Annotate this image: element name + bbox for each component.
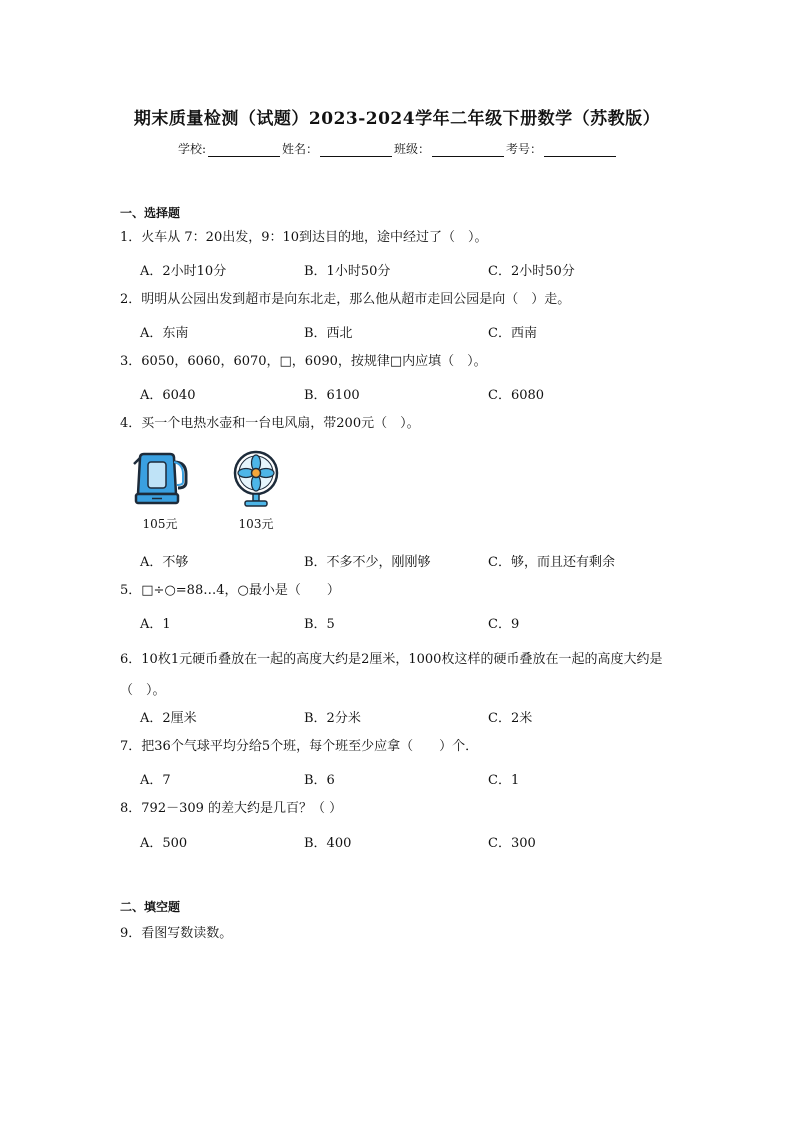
exam-no-field — [506, 140, 616, 157]
option-b: B．400 — [304, 836, 352, 851]
option-a: A．不够 — [140, 555, 189, 570]
question-3: 3．6050，6060，6070，□，6090，按规律□内应填（ ）。 — [120, 354, 487, 369]
option-a: A．500 — [140, 836, 188, 851]
option-c: C．300 — [488, 836, 536, 851]
option-c: C．6080 — [488, 388, 545, 403]
question-6: 6．10枚1元硬币叠放在一起的高度大约是2厘米，1000枚这样的硬币叠放在一起的高度大约是（ ）。 — [120, 652, 663, 698]
option-c: C．够，而且还有剩余 — [488, 555, 615, 570]
option-c: C．西南 — [488, 326, 537, 341]
option-c: C．9 — [488, 617, 520, 632]
question-1: 1．火车从 7：20出发，9：10到达目的地，途中经过了（ ）。 — [120, 230, 488, 245]
kettle-figure — [130, 450, 190, 532]
class-field — [394, 140, 504, 157]
name-label: 姓名： — [282, 142, 319, 156]
name-blank — [320, 143, 392, 157]
option-a: A．2小时10分 — [140, 264, 227, 279]
option-a: A．1 — [140, 617, 171, 632]
option-b: B．6100 — [304, 388, 360, 403]
option-b: B．西北 — [304, 326, 353, 341]
section-fill-heading: 二、填空题 — [120, 900, 181, 914]
fan-price: 103元 — [238, 517, 274, 531]
option-a: A．6040 — [140, 388, 196, 403]
question-5: 5．□÷○=88…4，○最小是（ ） — [120, 583, 340, 598]
option-c: C．2米 — [488, 711, 533, 726]
electric-fan-icon — [226, 450, 286, 508]
class-label: 班级： — [394, 142, 431, 156]
question-7: 7．把36个气球平均分给5个班，每个班至少应拿（ ）个． — [120, 739, 479, 754]
question-9: 9．看图写数读数。 — [120, 926, 233, 941]
page-title: 期末质量检测（试题）2023-2024学年二年级下册数学（苏教版） — [133, 109, 661, 129]
school-blank — [208, 143, 280, 157]
school-label: 学校: — [177, 142, 206, 156]
option-b: B．1小时50分 — [304, 264, 391, 279]
option-c: C．2小时50分 — [488, 264, 575, 279]
kettle-price: 105元 — [142, 517, 178, 531]
electric-kettle-icon — [130, 450, 190, 508]
school-field — [178, 140, 280, 157]
option-b: B．5 — [304, 617, 335, 632]
name-field — [282, 140, 392, 157]
question-2: 2．明明从公园出发到超市是向东北走，那么他从超市走回公园是向（ ）走。 — [120, 292, 571, 307]
option-b: B．2分米 — [304, 711, 361, 726]
question-4: 4．买一个电热水壶和一台电风扇，带200元（ ）。 — [120, 416, 420, 431]
fan-figure — [226, 450, 286, 532]
section-choice-heading: 一、选择题 — [120, 206, 181, 220]
class-blank — [432, 143, 504, 157]
option-a: A．东南 — [140, 326, 189, 341]
option-a: A．2厘米 — [140, 711, 197, 726]
option-c: C．1 — [488, 773, 520, 788]
option-b: B．不多不少，刚刚够 — [304, 555, 431, 570]
exam-no-blank — [544, 143, 616, 157]
option-a: A．7 — [140, 773, 171, 788]
exam-no-label: 考号： — [506, 142, 543, 156]
student-info-line — [0, 140, 794, 157]
question-8: 8．792－309 的差大约是几百？（ ） — [120, 801, 343, 816]
option-b: B．6 — [304, 773, 335, 788]
